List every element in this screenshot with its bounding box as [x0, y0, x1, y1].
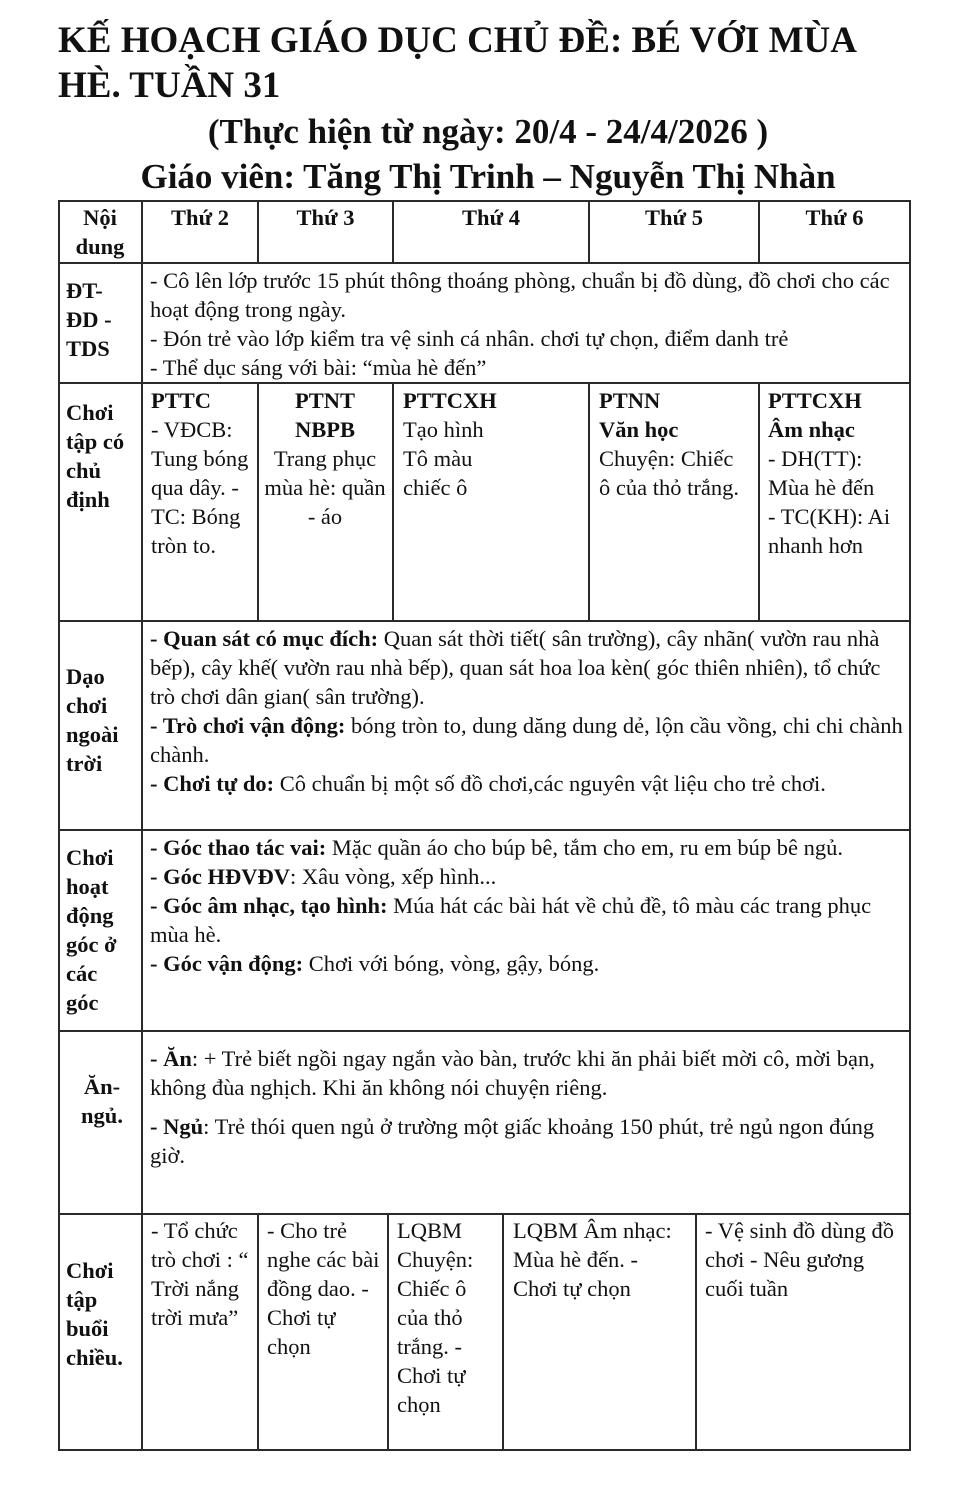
focused-thu-subject: Văn học: [599, 417, 679, 442]
focused-wed-area: PTTCXH: [403, 388, 497, 413]
meal-label: Ăn- ngủ.: [81, 1074, 123, 1128]
header-day-fri: Thứ 6: [805, 205, 864, 230]
corners-label: Chơi hoạt động góc ở các góc: [66, 845, 117, 1015]
welcome-line: - Thể dục sáng với bài: “mùa hè đến”: [150, 355, 487, 380]
header-content: Nội dung: [75, 205, 125, 259]
focused-fri: [768, 386, 906, 560]
title-line-3: Giáo viên: Tăng Thị Trinh – Nguyễn Thị Nhàn: [140, 157, 836, 196]
header-day-mon: Thứ 2: [171, 205, 229, 230]
welcome-label: ĐT- ĐD - TDS: [66, 278, 112, 361]
focused-wed-subject: Tạo hình: [403, 417, 484, 442]
afternoon-fri: - Vệ sinh đồ dùng đồ chơi - Nêu gương cuối tuần: [705, 1218, 894, 1301]
title-line-1: KẾ HOẠCH GIÁO DỤC CHỦ ĐỀ: BÉ VỚI MÙA HÈ. TUẦN 31: [58, 20, 855, 106]
meal-content: [150, 1044, 885, 1170]
afternoon-mon: - Tổ chức trò chơi : “ Trời nắng trời mưa”: [151, 1218, 249, 1330]
outdoor-content: [150, 624, 906, 798]
title-line-2: (Thực hiện từ ngày: 20/4 - 24/4/2026 ): [207, 112, 769, 151]
outdoor-item: - Trò chơi vận động: bóng tròn to, dung dăng dung dẻ, lộn cầu vồng, chi chi chành chành.: [150, 713, 903, 767]
focused-fri-body-1: - DH(TT): Mùa hè đến: [768, 446, 875, 500]
focused-tue-subject: NBPB: [294, 417, 355, 442]
focused-mon: [151, 386, 253, 560]
focused-thu: [599, 386, 749, 502]
outdoor-item: - Quan sát có mục đích: Quan sát thời tiết( sân trường), cây nhãn( vườn rau nhà bếp), cây khế( vườn rau nhà bếp), quan sát hoa loa kèn( góc thiên nhiên), tổ chức trò chơi dân gian( sân trường).: [150, 626, 881, 709]
afternoon-tue: - Cho trẻ nghe các bài đồng dao. - Chơi tự chọn: [267, 1218, 380, 1359]
outdoor-label: Dạo chơi ngoài trời: [66, 664, 119, 776]
focused-fri-body-2: - TC(KH): Ai nhanh hơn: [768, 504, 891, 558]
afternoon-wed: LQBM Chuyện: Chiếc ô của thỏ trắng. - Chơi tự chọn: [397, 1218, 474, 1417]
corners-item: - Góc HĐVĐV: Xâu vòng, xếp hình...: [150, 864, 497, 889]
focused-fri-subject: Âm nhạc: [768, 417, 855, 442]
meal-eat: - Ăn: + Trẻ biết ngồi ngay ngắn vào bàn, trước khi ăn phải biết mời cô, mời bạn, không đùa nghịch. Khi ăn không nói chuyện riêng.: [150, 1046, 875, 1100]
welcome-line: - Đón trẻ vào lớp kiểm tra vệ sinh cá nhân. chơi tự chọn, điểm danh trẻ: [150, 326, 789, 351]
focused-wed-body: Tô màu chiếc ô: [403, 446, 473, 500]
focused-tue: [261, 386, 389, 531]
outdoor-item: - Chơi tự do: Cô chuẩn bị một số đồ chơi,các nguyên vật liệu cho trẻ chơi.: [150, 771, 826, 796]
welcome-content: [150, 266, 905, 382]
meal-sleep: - Ngủ: Trẻ thói quen ngủ ở trường một giấc khoảng 150 phút, trẻ ngủ ngon đúng giờ.: [150, 1114, 875, 1168]
focused-mon-body: - VĐCB: Tung bóng qua dây. -TC: Bóng tròn to.: [151, 417, 249, 558]
focused-mon-area: PTTC: [151, 388, 212, 413]
corners-content: [150, 833, 900, 978]
header-day-tue: Thứ 3: [296, 205, 355, 230]
focused-tue-area: PTNT: [294, 388, 355, 413]
welcome-line: - Cô lên lớp trước 15 phút thông thoáng phòng, chuẩn bị đồ dùng, đồ chơi cho các hoạt động trong ngày.: [150, 268, 890, 322]
focused-fri-area: PTTCXH: [768, 388, 862, 413]
corners-item: - Góc thao tác vai: Mặc quần áo cho búp bê, tắm cho em, ru em búp bê ngủ.: [150, 835, 843, 860]
afternoon-label: Chơi tập buổi chiều.: [66, 1258, 123, 1370]
corners-item: - Góc vận động: Chơi với bóng, vòng, gậy, bóng.: [150, 951, 600, 976]
header-day-wed: Thứ 4: [462, 205, 520, 230]
afternoon-thu: LQBM Âm nhạc: Mùa hè đến. - Chơi tự chọn: [513, 1218, 672, 1301]
focused-thu-body: Chuyện: Chiếc ô của thỏ trắng.: [599, 446, 739, 500]
focused-label: Chơi tập có chủ định: [66, 400, 125, 512]
focused-tue-body: Trang phục mùa hè: quần - áo: [264, 446, 386, 529]
corners-item: - Góc âm nhạc, tạo hình: Múa hát các bài hát về chủ đề, tô màu các trang phục mùa hè.: [150, 893, 872, 947]
focused-thu-area: PTNN: [599, 388, 661, 413]
header-day-thu: Thứ 5: [645, 205, 703, 230]
focused-wed: [403, 386, 523, 502]
